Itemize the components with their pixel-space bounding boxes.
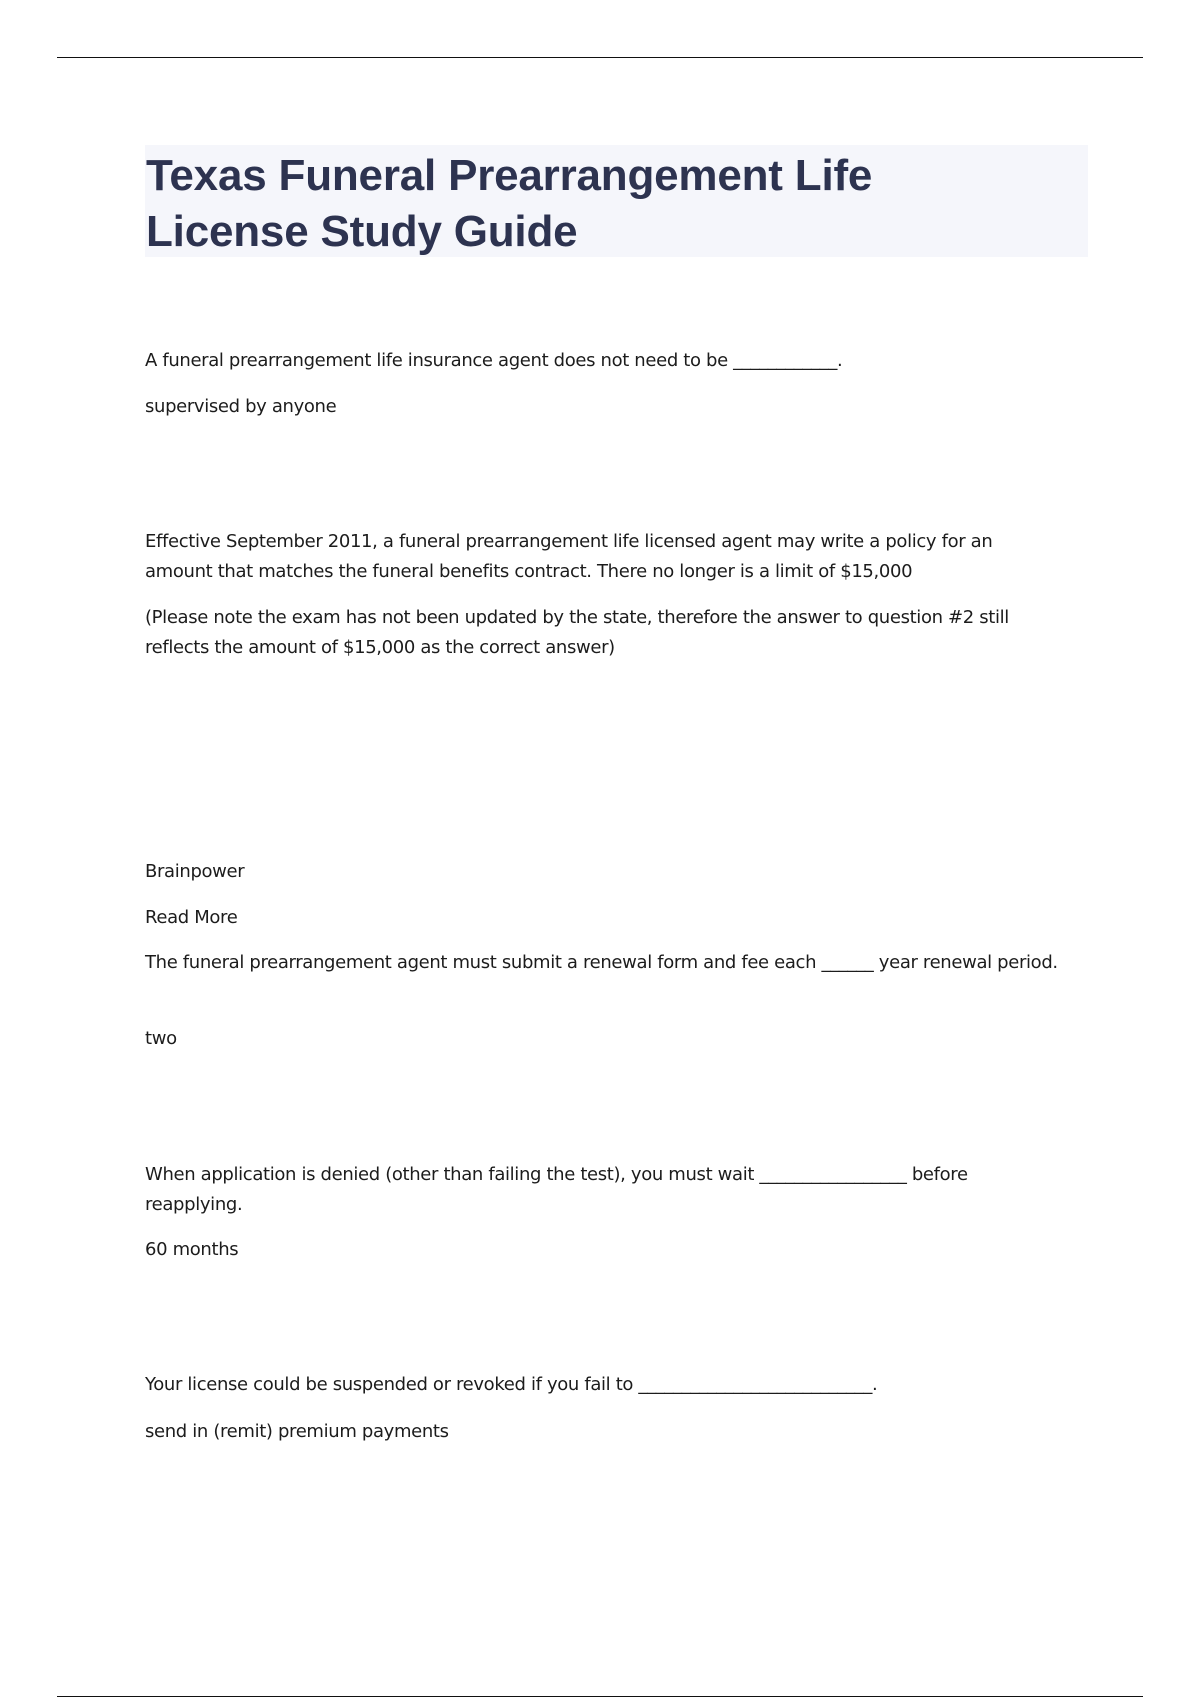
document-title: Texas Funeral Prearrangement Life License Study Guide (146, 151, 873, 256)
answer-4: 60 months (145, 1239, 239, 1260)
question-5: Your license could be suspended or revoked if you fail to ___________________________. (145, 1374, 878, 1395)
answer-1: supervised by anyone (145, 396, 337, 417)
answer-5: send in (remit) premium payments (145, 1421, 449, 1442)
top-divider (57, 57, 1143, 58)
question-3: The funeral prearrangement agent must submit a renewal form and fee each ______ year renewal period. (145, 952, 1058, 973)
question-4: When application is denied (other than failing the test), you must wait _________________ before reapplying. (145, 1164, 968, 1215)
brainpower-label: Brainpower (145, 861, 245, 882)
bottom-divider (57, 1696, 1143, 1697)
note-paragraph: Effective September 2011, a funeral prearrangement life licensed agent may write a policy for an amount that matches the funeral benefits contract. There no longer is a limit of $15,000 (145, 531, 993, 582)
answer-3: two (145, 1028, 177, 1049)
note-parenthetical: (Please note the exam has not been updated by the state, therefore the answer to question #2 still reflects the amount of $15,000 as the correct answer) (145, 607, 1009, 658)
read-more-link[interactable]: Read More (145, 907, 238, 928)
question-1: A funeral prearrangement life insurance agent does not need to be ____________. (145, 350, 843, 371)
